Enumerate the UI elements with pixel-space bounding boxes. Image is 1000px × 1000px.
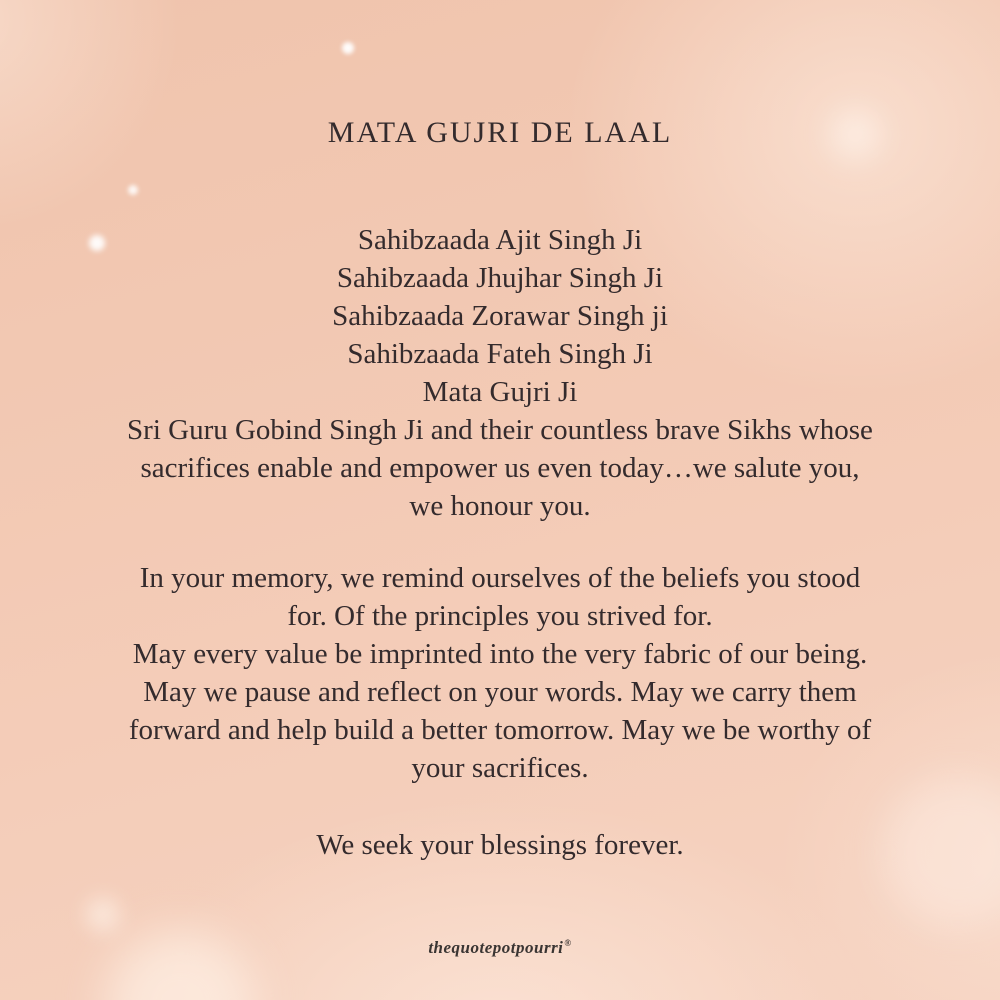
- watermark: [0, 938, 1000, 958]
- reflection-line: May we pause and reflect on your words. May we carry them: [143, 676, 857, 708]
- memorial-line: Sahibzaada Ajit Singh Ji: [357, 224, 643, 256]
- memorial-block: [0, 221, 1000, 525]
- memorial-line: Mata Gujri Ji: [422, 376, 578, 408]
- memorial-line: Sahibzaada Zorawar Singh ji: [332, 300, 668, 332]
- bokeh-light-icon: [128, 185, 138, 195]
- closing-line: We seek your blessings forever.: [316, 829, 684, 861]
- memorial-line: we honour you.: [409, 490, 591, 522]
- reflection-line: your sacrifices.: [411, 752, 589, 784]
- watermark-text: thequotepotpourri: [428, 938, 564, 957]
- bokeh-light-icon: [86, 898, 120, 932]
- reflection-block: [0, 559, 1000, 787]
- poster-title: MATA GUJRI DE LAAL: [327, 116, 673, 149]
- reflection-line: for. Of the principles you strived for.: [287, 600, 713, 632]
- bokeh-light-icon: [342, 42, 354, 54]
- memorial-line: Sahibzaada Jhujhar Singh Ji: [336, 262, 664, 294]
- memorial-line: Sahibzaada Fateh Singh Ji: [347, 338, 653, 370]
- reflection-line: In your memory, we remind ourselves of the beliefs you stood: [139, 562, 861, 594]
- reflection-line: May every value be imprinted into the very fabric of our being.: [132, 638, 868, 670]
- registered-trademark-icon: ®: [564, 938, 572, 949]
- memorial-line: Sri Guru Gobind Singh Ji and their countless brave Sikhs whose: [127, 414, 873, 446]
- memorial-line: sacrifices enable and empower us even today…we salute you,: [140, 452, 860, 484]
- closing-block: [0, 826, 1000, 864]
- reflection-line: forward and help build a better tomorrow. May we be worthy of: [128, 714, 872, 746]
